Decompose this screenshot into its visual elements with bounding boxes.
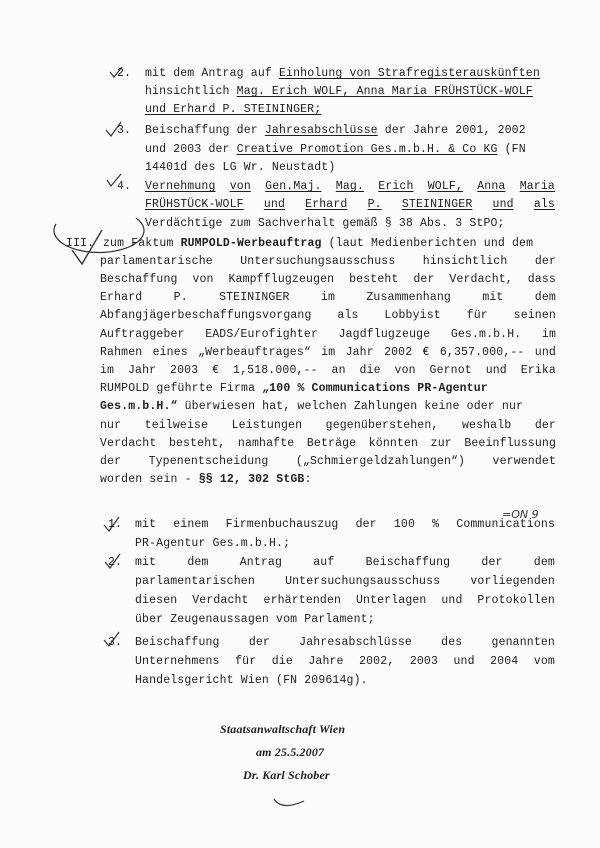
word: mit [135, 518, 157, 531]
word: Firmenbuchauszug [225, 518, 339, 531]
word: im [541, 328, 556, 341]
word: Maria [519, 180, 555, 193]
word: Untersuchungsausschuss [240, 255, 396, 268]
word: und [492, 198, 514, 211]
bold-phrase: „100 % Communications PR-Agentur [262, 382, 488, 395]
word: parlamentarischen [135, 575, 255, 588]
item-4-line-2 [145, 198, 555, 212]
signature-stroke-icon [274, 799, 304, 806]
word: P. [367, 198, 382, 211]
word: der [534, 419, 556, 432]
word: besteht, [168, 437, 226, 450]
word: im [320, 291, 336, 304]
word: Unternehmens [135, 655, 220, 668]
text-run: RUMPOLD geführte Firma [100, 382, 263, 395]
word: dass [527, 273, 556, 286]
word: Jahre [308, 655, 344, 668]
word: der [355, 518, 377, 531]
word: Jahr [345, 346, 374, 359]
item-2-line-3: und Erhard P. STEININGER; [145, 103, 322, 116]
word: Rahmen [100, 346, 143, 359]
word: € [212, 364, 220, 377]
item-3-line-3: 14401d des LG Wr. Neustadt) [145, 161, 336, 174]
word: Beträge [306, 437, 357, 450]
item-3-number: 3. [117, 124, 132, 137]
word: könnten [368, 437, 419, 450]
word: die [359, 364, 381, 377]
word: Beeinflussung [464, 437, 556, 450]
signature-authority: Staatsanwaltschaft Wien [220, 722, 346, 736]
word: Lobbyist [384, 309, 441, 322]
word: 1,518.000,-- [233, 364, 318, 377]
word: STEININGER [219, 291, 290, 304]
word: teilweise [144, 419, 209, 432]
word: von [229, 180, 251, 193]
handwritten-note: =ON 9 [502, 508, 539, 521]
sub-item-line: Handelsgericht Wien (FN 209614g). [135, 674, 368, 687]
word: Zusammenhang [366, 291, 451, 304]
section-3-line [100, 400, 556, 414]
word: seinen [513, 309, 556, 322]
word: FRÜHSTÜCK-WOLF [145, 198, 244, 211]
word: von [394, 364, 416, 377]
text-run: : [304, 473, 312, 486]
word: vom [533, 655, 555, 668]
section-3-line [100, 419, 556, 433]
word: auf [313, 556, 335, 569]
word: Gernot [429, 364, 472, 377]
signature-date: am 25.5.2007 [256, 745, 325, 759]
word: der [100, 455, 122, 468]
word: einem [173, 518, 209, 531]
section-3-line [100, 382, 556, 396]
word: im [321, 346, 336, 359]
word: 100 [393, 518, 415, 531]
word: besteht [349, 273, 399, 286]
word: Ges.m.b.H. [450, 328, 522, 341]
word: mit [135, 556, 157, 569]
word: die [271, 655, 293, 668]
word: Typenentscheidung [148, 455, 269, 468]
word: dem [187, 556, 209, 569]
word: Unterlagen [355, 594, 427, 607]
section-3-line [100, 346, 556, 360]
section-3-line [103, 237, 556, 251]
word: mit [482, 291, 504, 304]
word: Verdacht [100, 437, 157, 450]
word: Antrag [239, 556, 283, 569]
word: EADS/Eurofighter [205, 328, 319, 341]
word: „Werbeauftrages“ [198, 346, 311, 359]
item-3-line-2: und 2003 der Creative Promotion Ges.m.b.H. & Co KG (FN [145, 143, 526, 156]
word: weshalb [461, 419, 512, 432]
word: 2003 [409, 655, 439, 668]
word: und [534, 346, 556, 359]
word: („Schmiergeldzahlungen“) [295, 455, 466, 468]
word: und [441, 594, 463, 607]
word: nur [100, 419, 122, 432]
section-3-line [100, 328, 556, 342]
sub-item-line: über Zeugenaussagen vom Parlament; [135, 613, 375, 626]
word: 2003 [170, 364, 199, 377]
section-3-line [100, 291, 556, 305]
word: Jahr [127, 364, 157, 377]
item-2-line-1: mit dem Antrag auf Einholung von Strafregisterauskünften [145, 67, 540, 80]
word: und [453, 655, 475, 668]
word: des [441, 636, 463, 649]
word: Beischaffung [135, 636, 220, 649]
text-run: zum Faktum [103, 237, 181, 250]
word: namhafte [237, 437, 295, 450]
sub-item-number: 2. [108, 556, 123, 569]
word: Erich [378, 180, 414, 193]
word: parlamentarische [100, 255, 213, 268]
word: 2002 [384, 346, 413, 359]
word: diesen [135, 594, 178, 607]
word: Jahresabschlüsse [299, 636, 412, 649]
word: im [100, 364, 115, 377]
word: an [331, 364, 346, 377]
word: verwendet [492, 455, 556, 468]
signature-name: Dr. Karl Schober [243, 768, 330, 782]
word: Auftraggeber [100, 328, 185, 341]
word: WOLF, [427, 180, 464, 193]
sub-item-line [135, 655, 555, 669]
sub-item-line: PR-Agentur Ges.m.b.H.; [135, 537, 291, 550]
item-2-number: 2. [117, 67, 132, 80]
word: 2002, [359, 655, 395, 668]
word: als [533, 198, 555, 211]
word: Mag. [335, 180, 365, 193]
item-4-number: 4. [117, 180, 132, 193]
sub-item-line [135, 518, 555, 532]
word: Erhard [100, 291, 143, 304]
word: 6,357.000,-- [439, 346, 525, 359]
word: gegenüberstehen, [325, 419, 439, 432]
text-run: (laut Medienberichten und dem [321, 237, 534, 250]
section-3-line [100, 437, 556, 451]
word: dem [533, 556, 555, 569]
word: und [263, 198, 286, 211]
text-run: worden sein - [100, 473, 199, 486]
word: eines [152, 346, 188, 359]
word: zur [430, 437, 452, 450]
word: der [534, 255, 556, 268]
word: STEININGER [401, 198, 473, 211]
word: von [192, 273, 214, 286]
word: Verdacht [192, 594, 249, 607]
sub-item-line [135, 575, 555, 589]
word: als [337, 309, 359, 322]
section-3-line [100, 455, 556, 469]
item-2-line-2: hinsichtlich Mag. Erich WOLF, Anna Maria FRÜHSTÜCK-WOLF [145, 85, 533, 98]
word: genannten [491, 636, 555, 649]
word: der [248, 636, 270, 649]
section-3-line [100, 364, 556, 378]
word: Beischaffung [365, 556, 451, 569]
bold-phrase: §§ 12, 302 StGB [198, 473, 305, 486]
word: Verdacht, [449, 273, 513, 286]
word: 2004 [490, 655, 519, 668]
word: Leistungen [231, 419, 303, 432]
word: vorliegenden [470, 575, 555, 588]
word: Kampfflugzeugen [228, 273, 335, 286]
word: Erhard [305, 198, 348, 211]
word: Beschaffung [100, 273, 178, 286]
word: Jagdflugzeuge [338, 328, 431, 341]
word: für [235, 655, 257, 668]
word: Abfangjägerbeschaffungsvorgang [100, 309, 312, 322]
word: Erika [520, 364, 556, 377]
word: für [466, 309, 488, 322]
item-4-line-3: Verdächtige zum Sachverhalt gemäß § 38 Abs. 3 StPO; [145, 217, 505, 230]
section-3-line [100, 309, 556, 323]
word: Vernehmung [145, 180, 216, 193]
word: dem [534, 291, 556, 304]
sub-item-line [135, 594, 555, 608]
word: Communications [456, 518, 555, 531]
word: der [413, 273, 435, 286]
section-3-line [100, 473, 556, 487]
sub-item-number: 3. [108, 636, 123, 649]
word: € [422, 346, 430, 359]
word: Untersuchungsausschuss [285, 575, 441, 588]
text-run: überwiesen hat, welchen Zahlungen keine oder nur [177, 400, 524, 413]
word: hinsichtlich [422, 255, 508, 268]
word: erhärtenden [263, 594, 342, 607]
word: Gen.Maj. [265, 180, 322, 193]
section-3-line [100, 273, 556, 287]
sub-item-line [135, 636, 555, 650]
word: Protokollen [477, 594, 555, 607]
word: und [485, 364, 507, 377]
section-3-line [100, 255, 556, 269]
word: P. [173, 291, 188, 304]
section-3-roman: III. [66, 237, 95, 250]
word: % [432, 518, 440, 531]
sub-item-number: 1. [108, 518, 123, 531]
item-4-line-1 [145, 180, 555, 194]
word: der [481, 556, 503, 569]
bold-phrase: Ges.m.b.H.“ [100, 400, 178, 413]
sub-item-line [135, 556, 555, 570]
item-3-line-1: Beischaffung der Jahresabschlüsse der Jahre 2001, 2002 [145, 124, 526, 137]
bold-phrase: RUMPOLD-Werbeauftrag [180, 237, 322, 250]
word: Anna [477, 180, 506, 193]
